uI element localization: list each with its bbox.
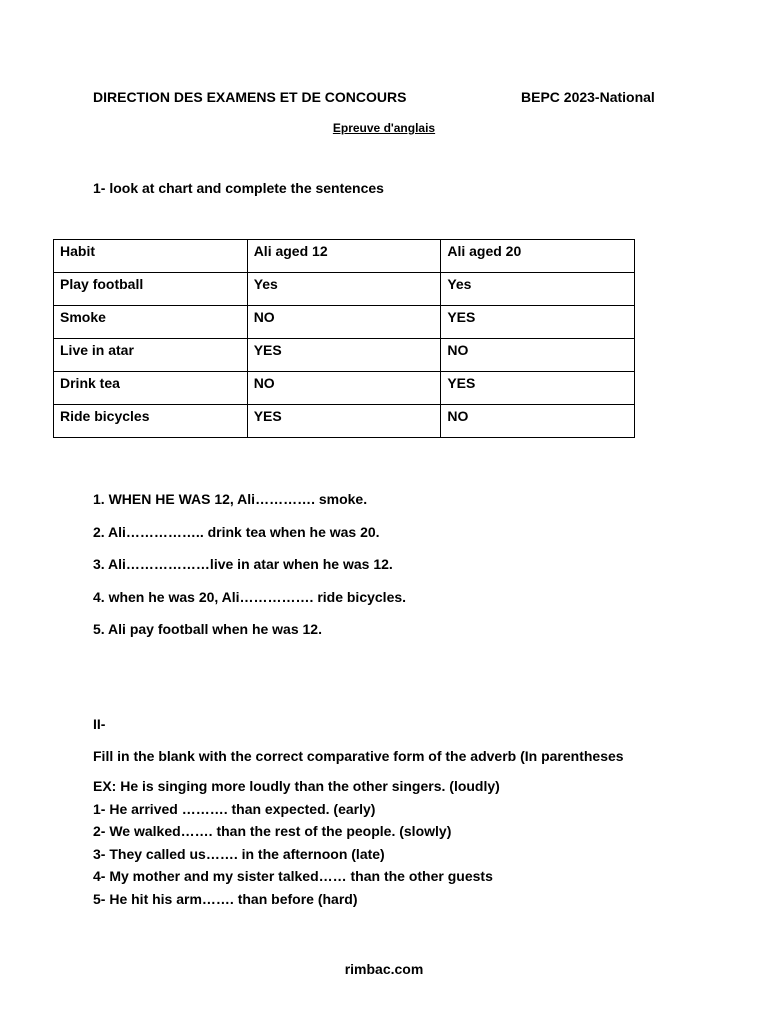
habits-table — [53, 239, 635, 438]
sentence-item: 4. when he was 20, Ali……………. ride bicycles. — [93, 588, 407, 605]
exercise-line: EX: He is singing more loudly than the other singers. (loudly) — [93, 778, 500, 794]
table-cell: YES — [247, 405, 441, 438]
table-row — [54, 273, 635, 306]
section2 — [93, 715, 653, 910]
table-cell: YES — [247, 339, 441, 372]
footer-source: rimbac.com — [344, 961, 424, 977]
table-cell: Drink tea — [54, 372, 248, 405]
exercise-line: 4- My mother and my sister talked…… than the other guests — [93, 868, 493, 884]
table-cell: NO — [441, 339, 635, 372]
table-cell: Play football — [54, 273, 248, 306]
exercise-line: 2- We walked……. than the rest of the people. (slowly) — [93, 823, 452, 839]
table-row — [54, 405, 635, 438]
table-cell: Live in atar — [54, 339, 248, 372]
section2-label: II- — [93, 716, 106, 732]
exercise-line: 3- They called us……. in the afternoon (late) — [93, 845, 385, 862]
table-row — [54, 306, 635, 339]
sentence-list — [93, 491, 406, 654]
table-header-cell: Habit — [54, 240, 248, 273]
table-header-row — [54, 240, 635, 273]
table-cell: Smoke — [54, 306, 248, 339]
header-exam: BEPC 2023-National — [521, 89, 655, 105]
table-cell: YES — [441, 372, 635, 405]
table-header-cell: Ali aged 20 — [441, 240, 635, 273]
table-cell: Yes — [441, 273, 635, 306]
section2-instruction: Fill in the blank with the correct comparative form of the adverb (In parentheses — [93, 748, 624, 764]
sentence-item: 5. Ali pay football when he was 12. — [93, 621, 322, 637]
table-row — [54, 372, 635, 405]
sentence-item: 1. WHEN HE WAS 12, Ali…………. smoke. — [93, 491, 368, 507]
sentence-item: 2. Ali…………….. drink tea when he was 20. — [93, 523, 380, 540]
document-subtitle: Epreuve d'anglais — [332, 121, 436, 135]
table-cell: Yes — [247, 273, 441, 306]
sentence-item: 3. Ali………………live in atar when he was 12. — [93, 556, 393, 572]
table-cell: Ride bicycles — [54, 405, 248, 438]
section1-instruction: 1- look at chart and complete the sentences — [93, 180, 384, 196]
header-institution: DIRECTION DES EXAMENS ET DE CONCOURS — [93, 89, 407, 105]
table-cell: YES — [441, 306, 635, 339]
exercise-line: 1- He arrived ………. than expected. (early) — [93, 800, 376, 817]
exercise-list — [93, 775, 653, 910]
table-cell: NO — [441, 405, 635, 438]
table-cell: NO — [247, 306, 441, 339]
table-cell: NO — [247, 372, 441, 405]
exercise-line: 5- He hit his arm……. than before (hard) — [93, 890, 358, 907]
table-row — [54, 339, 635, 372]
table-header-cell: Ali aged 12 — [247, 240, 441, 273]
